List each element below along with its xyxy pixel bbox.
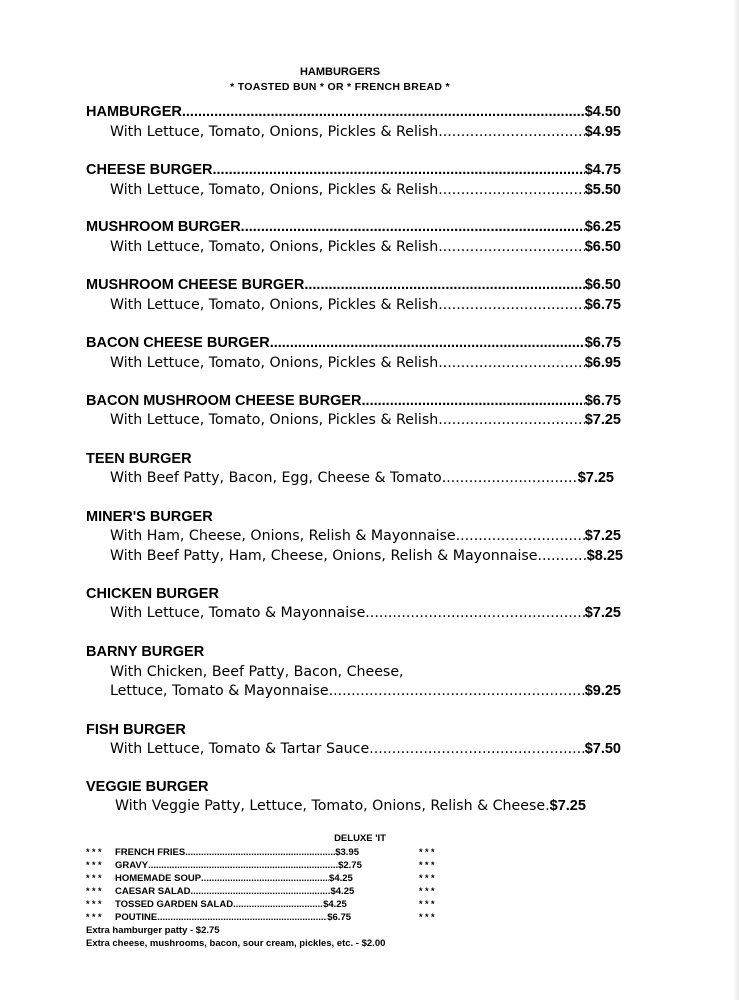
deluxe-item-price: $2.75 [338,860,362,871]
stars-left: * * * [86,847,102,857]
leader-dots [369,741,584,757]
leader-dots [438,412,584,428]
menu-item-hamburger [86,104,621,120]
option-price: $4.95 [584,124,621,140]
leader-dots [241,219,585,235]
menu-item-barny-burger: BARNY BURGER [86,644,205,660]
deluxe-item-price: $4.25 [330,886,355,897]
item-price: $6.50 [584,277,621,293]
item-name: BACON MUSHROOM CHEESE BURGER [86,393,362,409]
leader-dots [438,239,584,255]
option-price: $8.25 [586,548,623,564]
item-name: HAMBURGER [86,104,182,120]
stars-left: * * * [86,860,102,870]
deluxe-item-name: TOSSED GARDEN SALAD [115,899,234,910]
item-price: $4.50 [584,104,621,120]
leader-dots [213,162,585,178]
deluxe-item-name: GRAVY [115,860,149,871]
stars-right: * * * [419,886,435,896]
option-desc: With Chicken, Beef Patty, Bacon, Cheese, [110,664,404,680]
leader-dots [442,470,578,486]
item-price: $6.25 [584,219,621,235]
option-desc: With Lettuce, Tomato, Onions, Pickles & Relish [110,412,439,428]
deluxe-item-tossed-garden-salad [86,899,446,910]
item-price: $4.75 [584,162,621,178]
leader-dots [201,873,329,884]
option-price: $7.25 [577,470,614,486]
menu-item-cheese-burger-option [110,182,621,198]
option-price: $6.95 [584,355,621,371]
deluxe-item-name: FRENCH FRIES [115,847,186,858]
option-price: $6.50 [584,239,621,255]
menu-item-veggie-burger-desc [115,798,623,814]
menu-item-chicken-burger-desc [110,605,621,621]
leader-dots [438,124,584,140]
section-title: HAMBURGERS [299,66,381,78]
menu-item-chicken-burger: CHICKEN BURGER [86,586,219,602]
deluxe-item-caesar-salad [86,886,446,897]
option-price: $7.25 [584,412,621,428]
section-subtitle: * TOASTED BUN * OR * FRENCH BREAD * [230,81,450,93]
leader-dots [362,393,585,409]
option-price: $7.25 [549,798,586,814]
item-price: $6.75 [584,335,621,351]
option-desc: With Lettuce, Tomato, Onions, Pickles & Relish [110,182,439,198]
leader-dots [304,277,584,293]
stars-left: * * * [86,886,102,896]
leader-dots [456,528,585,544]
option-desc: With Lettuce, Tomato, Onions, Pickles & Relish [110,124,439,140]
option-desc: With Ham, Cheese, Onions, Relish & Mayonnaise [110,528,456,544]
menu-item-miners-burger-option-1 [110,528,621,544]
menu-item-mushroom-burger [86,219,621,235]
page-edge-shadow [733,0,739,1000]
option-price: $6.75 [584,297,621,313]
option-desc: With Beef Patty, Bacon, Egg, Cheese & Tomato [110,470,442,486]
option-desc: With Veggie Patty, Lettuce, Tomato, Onions, Relish & Cheese. [115,798,550,814]
leader-dots [365,605,584,621]
menu-item-bacon-mushroom-cheese-burger-option [110,412,621,428]
menu-item-mushroom-cheese-burger-option [110,297,621,313]
stars-right: * * * [419,912,435,922]
leader-dots [185,847,335,858]
leader-dots [538,548,587,564]
menu-item-fish-burger-desc [110,741,621,757]
menu-item-cheese-burger [86,162,621,178]
menu-item-veggie-burger: VEGGIE BURGER [86,779,209,795]
deluxe-item-price: $4.25 [323,899,347,910]
menu-item-bacon-cheese-burger-option [110,355,621,371]
stars-right: * * * [419,847,435,857]
option-desc: With Lettuce, Tomato & Tartar Sauce [110,741,370,757]
menu-item-teen-burger: TEEN BURGER [86,451,192,467]
option-desc: With Lettuce, Tomato, Onions, Pickles & Relish [110,355,439,371]
menu-item-miners-burger: MINER'S BURGER [86,509,213,525]
stars-right: * * * [419,860,435,870]
item-name: MUSHROOM CHEESE BURGER [86,277,305,293]
option-price: $7.50 [584,741,621,757]
item-price: $6.75 [584,393,621,409]
menu-item-hamburger-option [110,124,621,140]
option-price: $5.50 [584,182,621,198]
menu-item-miners-burger-option-2 [110,548,623,564]
leader-dots [438,297,584,313]
deluxe-item-homemade-soup [86,873,446,884]
stars-right: * * * [419,873,435,883]
stars-left: * * * [86,899,102,909]
menu-item-barny-burger-desc-2 [110,683,621,699]
deluxe-item-name: HOMEMADE SOUP [115,873,202,884]
menu-item-teen-burger-desc [110,470,614,486]
leader-dots [233,899,323,910]
option-price: $7.25 [584,605,621,621]
leader-dots [148,860,338,871]
option-desc: With Lettuce, Tomato & Mayonnaise [110,605,366,621]
leader-dots [438,355,584,371]
deluxe-item-name: CAESAR SALAD [115,886,191,897]
deluxe-item-name: POUTINE [115,912,158,923]
extra-toppings-note: Extra cheese, mushrooms, bacon, sour cream, pickles, etc. - $2.00 [86,938,386,949]
stars-right: * * * [419,899,435,909]
option-desc: Lettuce, Tomato & Mayonnaise [110,683,329,699]
stars-left: * * * [86,873,102,883]
option-price: $7.25 [584,528,621,544]
stars-left: * * * [86,912,102,922]
leader-dots [157,912,327,923]
option-desc: With Lettuce, Tomato, Onions, Pickles & Relish [110,297,439,313]
deluxe-item-poutine [86,912,446,923]
menu-item-fish-burger: FISH BURGER [86,722,186,738]
deluxe-title: DELUXE 'IT [334,833,386,844]
extra-patty-note: Extra hamburger patty - $2.75 [86,925,220,936]
deluxe-item-price: $6.75 [327,912,352,923]
item-name: CHEESE BURGER [86,162,213,178]
option-desc: With Beef Patty, Ham, Cheese, Onions, Relish & Mayonnaise [110,548,538,564]
leader-dots [182,104,585,120]
menu-item-mushroom-burger-option [110,239,621,255]
leader-dots [438,182,584,198]
leader-dots [190,886,330,897]
item-name: BACON CHEESE BURGER [86,335,270,351]
menu-item-bacon-cheese-burger [86,335,621,351]
menu-item-bacon-mushroom-cheese-burger [86,393,621,409]
option-price: $9.25 [584,683,621,699]
menu-item-mushroom-cheese-burger [86,277,621,293]
item-name: MUSHROOM BURGER [86,219,241,235]
menu-item-barny-burger-desc-1 [110,664,621,680]
deluxe-item-price: $3.95 [335,847,359,858]
option-desc: With Lettuce, Tomato, Onions, Pickles & Relish [110,239,439,255]
deluxe-item-french-fries [86,847,446,858]
deluxe-item-gravy [86,860,446,871]
leader-dots [270,335,585,351]
deluxe-item-price: $4.25 [329,873,353,884]
leader-dots [329,683,585,699]
